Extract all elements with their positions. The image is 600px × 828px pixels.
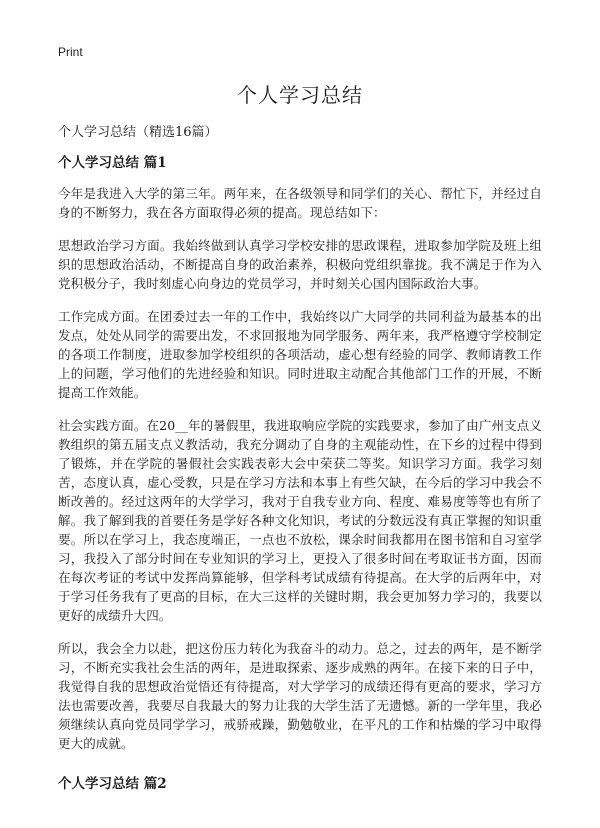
page-title: 个人学习总结 xyxy=(237,83,363,107)
section-heading-2: 个人学习总结 篇2 xyxy=(58,776,167,792)
paragraph: 思想政治学习方面。我始终做到认真学习学校安排的思政课程，进取参加学院及班上组织的思想政治活动，不断提高自身的政治素养，积极向党组织靠拢。我不满足于作为入党积极分子，我时刻虚心向身边的党员学习，并时刻关心国内国际政治大事。 xyxy=(58,238,542,291)
section-heading-1: 个人学习总结 篇1 xyxy=(58,155,167,171)
paragraph: 所以，我会全力以赴，把这份压力转化为我奋斗的动力。总之，过去的两年，是不断学习，不断充实我社会生活的两年，是进取探索、逐步成熟的两年。在接下来的日子中，我觉得自我的思想政治觉悟还有待提高，对大学学习的成绩还得有更高的要求，学习方法也需要改善，我要尽自我最大的努力让我的大学生活了无遗憾。新的一学年里，我必须继续认真向党员同学学习，戒骄戒躁，勤勉敬业，在平凡的工作和枯燥的学习中取得更大的成就。 xyxy=(58,641,542,751)
paragraph: 今年是我进入大学的第三年。两年来，在各级领导和同学们的关心、帮忙下，并经过自身的不断努力，我在各方面取得必须的提高。现总结如下： xyxy=(58,186,542,220)
paragraph: 工作完成方面。在团委过去一年的工作中，我始终以广大同学的共同利益为最基本的出发点，处处从同学的需要出发，不求回报地为同学服务、两年来，我严格遵守学校制定的各项工作制度，进取参加学校组织的各项活动，虚心想有经验的同学、教师请教工作上的问题，学习他们的先进经验和知识。同时进取主动配合其他部门工作的开展，不断提高工作效能。 xyxy=(58,309,542,400)
document-subtitle: 个人学习总结（精选16篇） xyxy=(58,125,218,140)
paragraph: 社会实践方面。在20__年的暑假里，我进取响应学院的实践要求，参加了由广州支点义教组织的第五届支点义教活动，我充分调动了自身的主观能动性，在下乡的过程中得到了锻炼，并在学院的暑假社会实践表彰大会中荣获二等奖。知识学习方面。我学习刻苦，态度认真，虚心受教，只是在学习方法和本事上有些欠缺，在今后的学习中我会不断改善的。经过这两年的大学学习，我对于自我专业方向、程度、难易度等等也有所了解。我了解到我的首要任务是学好各种文化知识，考试的分数远没有真正掌握的知识重要。所以在学习上，我态度端正，一点也不放松，课余时间我都用在图书馆和自习室学习，我投入了部分时间在专业知识的学习上，更投入了很多时间在考取证书方面，因而在每次考证的考试中发挥尚算能够，但学科考试成绩有待提高。在大学的后两年中，对于学习任务我有了更高的目标，在大三这样的关键时期，我会更加努力学习的，我要以更好的成绩升大四。 xyxy=(58,418,542,623)
print-label[interactable]: Print xyxy=(58,45,83,59)
